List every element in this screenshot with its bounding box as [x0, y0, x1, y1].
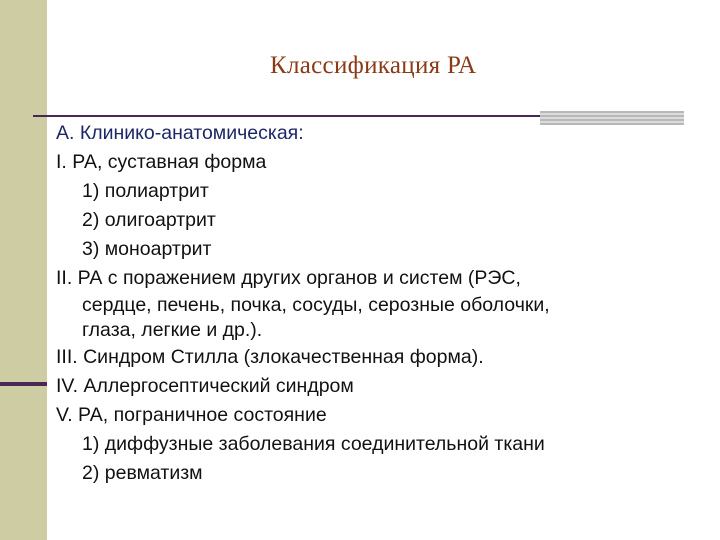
- list-item: IV. Аллергосептический синдром: [56, 375, 354, 397]
- list-item: I. РА, суставная форма: [56, 151, 267, 173]
- list-item: V. РА, пограничное состояние: [56, 404, 327, 426]
- list-item: III. Синдром Стилла (злокачественная форма).: [56, 346, 484, 368]
- list-subitem: 2) ревматизм: [82, 462, 203, 484]
- slide-body: [56, 119, 706, 488]
- list-subitem: 3) моноартрит: [82, 238, 212, 260]
- list-item: II. РА с поражением других органов и систем (РЭС,: [56, 267, 521, 289]
- list-subitem: 1) диффузные заболевания соединительной ткани: [82, 433, 545, 455]
- left-accent-bar: [0, 382, 47, 386]
- list-subitem: 1) полиартрит: [82, 180, 209, 202]
- slide-title: Классификация РА: [270, 52, 477, 79]
- list-subitem: 2) олигоартрит: [82, 209, 216, 231]
- list-item-continuation: сердце, печень, почка, сосуды, серозные оболочки,: [82, 294, 550, 316]
- left-decorative-band: [0, 0, 47, 540]
- list-item-continuation: глаза, легкие и др.).: [82, 319, 263, 341]
- section-heading: А. Клинико-анатомическая:: [56, 122, 304, 144]
